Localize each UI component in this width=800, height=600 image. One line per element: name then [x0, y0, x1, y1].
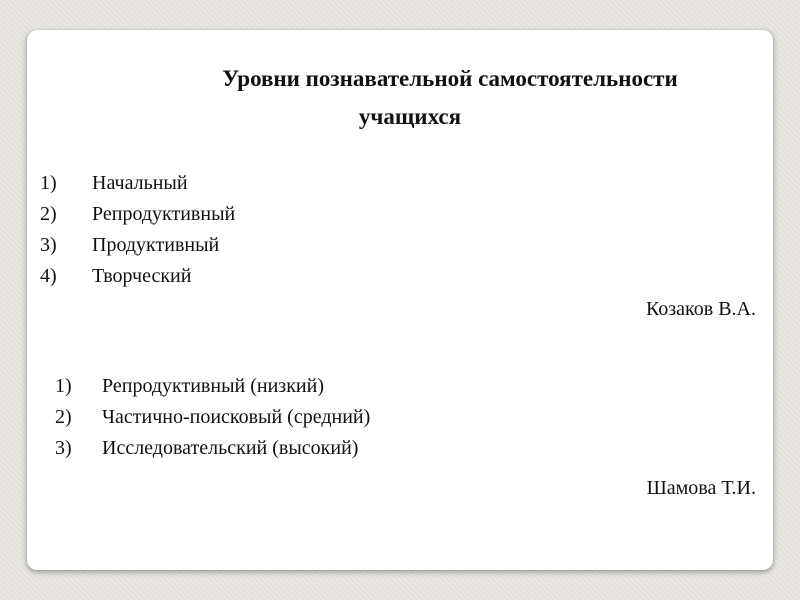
list-item-number: 3) [40, 234, 57, 256]
slide [27, 30, 773, 570]
list-item-text: Репродуктивный (низкий) [102, 375, 324, 397]
list-item-number: 2) [40, 203, 57, 225]
list-item-text: Частично-поисковый (средний) [102, 406, 371, 428]
list-item-text: Исследовательский (высокий) [102, 437, 359, 459]
slide-title-continued: учащихся [358, 104, 462, 129]
author-shamova: Шамова Т.И. [646, 477, 756, 499]
list-item-number: 1) [40, 172, 57, 194]
list-item-number: 3) [55, 437, 72, 459]
list-item-text: Начальный [92, 172, 188, 194]
list-item-text: Творческий [92, 265, 192, 287]
list-item-text: Продуктивный [92, 234, 220, 256]
list-item-number: 1) [55, 375, 72, 397]
list-item-number: 4) [40, 265, 57, 287]
slide-title: Уровни познавательной самостоятельности [222, 66, 678, 91]
list-item-text: Репродуктивный [92, 203, 236, 225]
author-kozakov: Козаков В.А. [645, 298, 756, 320]
list-item-number: 2) [55, 406, 72, 428]
